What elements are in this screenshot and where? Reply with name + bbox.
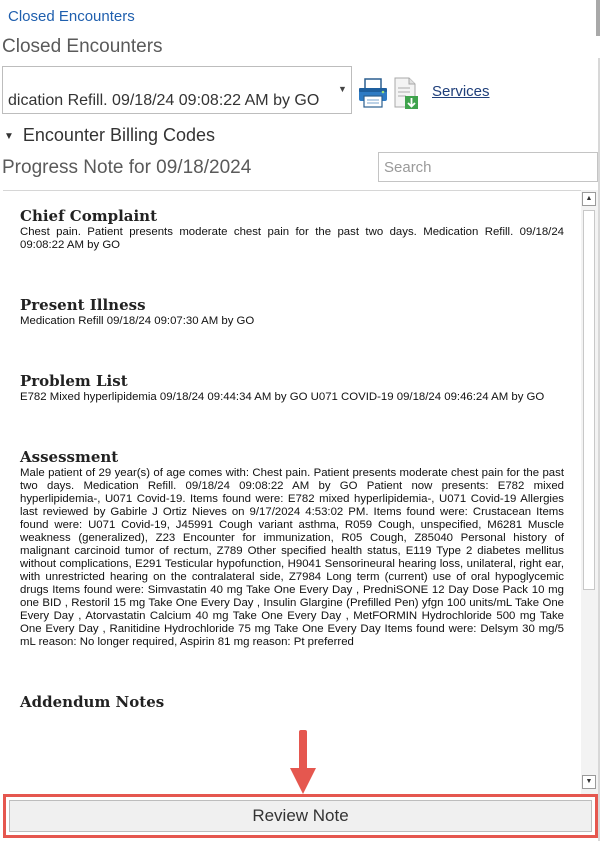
note-section-addendum xyxy=(20,693,564,711)
addendum-heading: Addendum Notes xyxy=(20,693,165,711)
note-section-assessment xyxy=(20,448,564,649)
closed-encounters-link[interactable]: Closed Encounters xyxy=(8,8,135,25)
assessment-heading: Assessment xyxy=(20,448,119,466)
caret-down-icon[interactable]: ▼ xyxy=(338,84,347,94)
note-section-chief-complaint xyxy=(20,207,564,252)
present-illness-text: Medication Refill 09/18/24 09:07:30 AM by GO xyxy=(20,315,255,327)
note-section-problem-list xyxy=(20,372,564,404)
search-input[interactable] xyxy=(378,152,598,182)
encounter-select[interactable] xyxy=(2,66,352,114)
problem-list-text: E782 Mixed hyperlipidemia 09/18/24 09:44:34 AM by GO U071 COVID-19 09/18/24 09:46:24 AM by GO xyxy=(20,391,545,403)
scrollbar-thumb[interactable] xyxy=(583,210,595,590)
chevron-down-icon: ▼ xyxy=(4,131,14,142)
progress-note-title: Progress Note for 09/18/2024 xyxy=(2,157,252,178)
scroll-down-icon[interactable]: ▼ xyxy=(582,775,596,789)
assessment-text: Male patient of 29 year(s) of age comes with: Chest pain. Patient presents moderate chest pain for the past two days. Medication Refill. 09/18/24 09:08:22 AM by GO Patient now presents: E782 mixed hyperlipidemia-, U071 Covid-19. Items found were: E782 mixed hyperlipidemia-, U071 Covid-19 Allergies last reviewed by Gabirle J Ortiz Nieves on 9/17/2024 4:53:02 PM. Items found were: Crustacean Items found were: U071 Covid-19, J45991 Cough variant asthma, R059 Cough, unspecified, M6281 Muscle weakness (generalized), Z23 Encounter for immunization, R05 Cough, Z85040 Personal history of malignant carcinoid tumor of rectum, Z789 Other specified health status, E119 Type 2 diabetes mellitus without complications, E291 Testicular hypofunction, H9041 Sensorineural hearing loss, unilateral, right ear, with unrestricted hearing on the contralateral side, Z7984 Long term (current) use of oral hypoglycemic drugs Items found were: Simvastatin 40 mg Take One Every Day , PredniSONE 12 Day Dose Pack 10 mg one BID , Restoril 15 mg Take One Every Day , Insulin Glargine (Prefilled Pen) yfgn 100 units/mL Take One Every Day , Atorvastatin Calcium 40 mg Take One Every Day , MetFORMIN Hydrochloride 500 mg Take One Every Day , Ranitidine Hydrochloride 75 mg Take One Every Day Items found were: Delsym 30 mg/5 mL reason: No longer required, Aspirin 81 mg reason: Pt preferred xyxy=(20,467,564,648)
chief-complaint-text: Chest pain. Patient presents moderate chest pain for the past two days. Medication Refill. 09/18/24 09:08:22 AM by GO xyxy=(20,226,564,251)
billing-codes-toggle[interactable] xyxy=(4,125,215,146)
scroll-up-icon[interactable]: ▲ xyxy=(582,192,596,206)
panel-border xyxy=(598,58,600,841)
review-note-highlight xyxy=(3,794,598,838)
services-link[interactable]: Services xyxy=(432,83,490,100)
present-illness-heading: Present Illness xyxy=(20,296,146,314)
note-scrollbar[interactable] xyxy=(581,190,598,795)
section-title: Closed Encounters xyxy=(2,36,163,57)
export-icon[interactable] xyxy=(392,76,420,110)
review-note-button[interactable]: Review Note xyxy=(9,800,592,832)
chief-complaint-heading: Chief Complaint xyxy=(20,207,158,225)
window-edge xyxy=(596,0,600,36)
problem-list-heading: Problem List xyxy=(20,372,128,390)
red-arrow-icon xyxy=(288,730,318,796)
progress-note-content xyxy=(20,207,564,755)
progress-note-viewer[interactable] xyxy=(3,190,598,795)
printer-icon[interactable] xyxy=(357,76,389,110)
encounter-select-value: dication Refill. 09/18/24 09:08:22 AM by GO xyxy=(8,92,320,109)
note-section-present-illness xyxy=(20,296,564,328)
billing-codes-label: Encounter Billing Codes xyxy=(22,125,216,145)
